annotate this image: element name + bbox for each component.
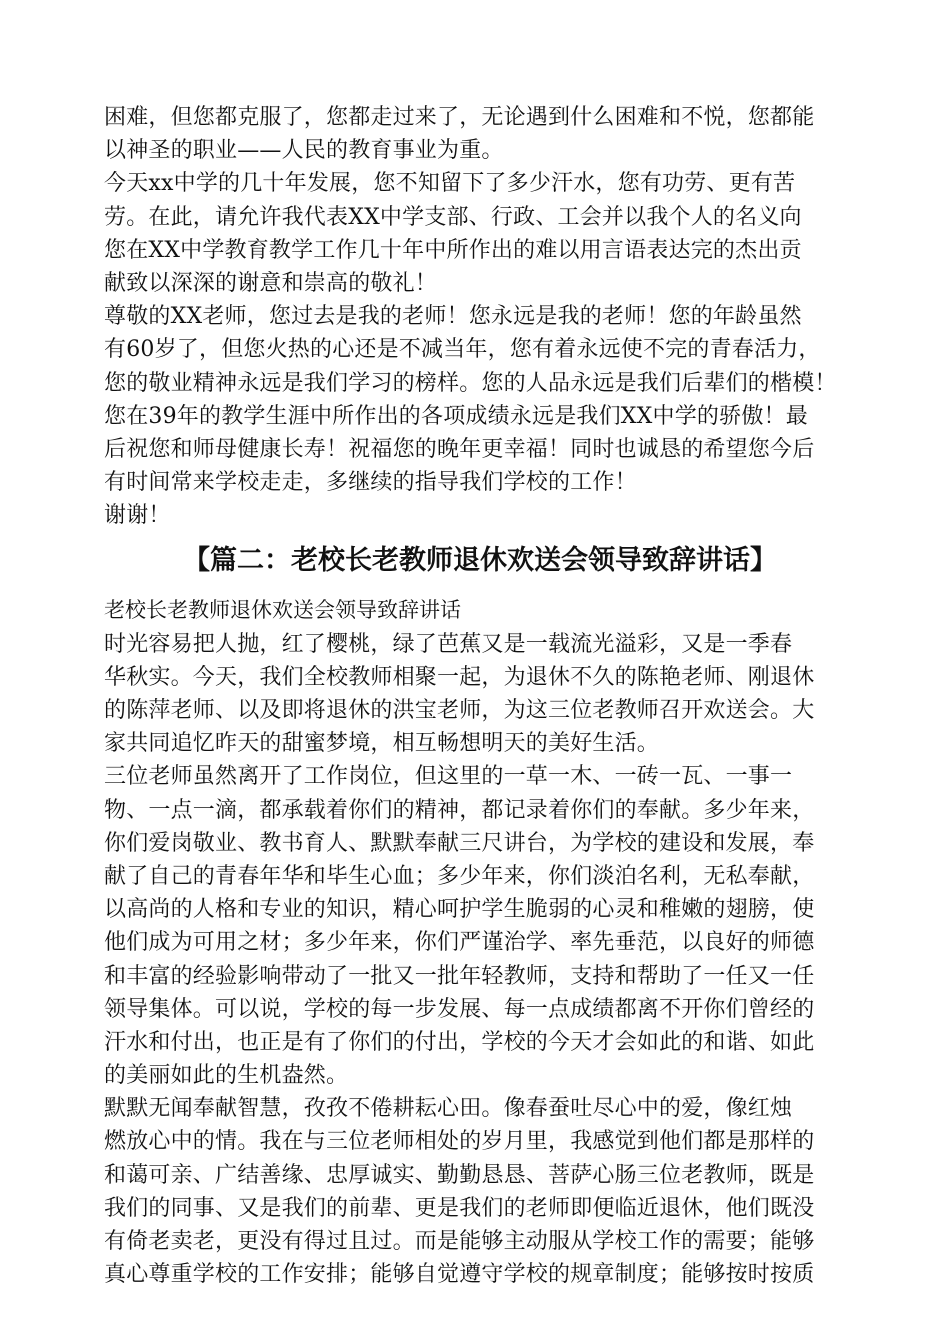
text-line: 三位老师虽然离开了工作岗位，但这里的一草一木、一砖一瓦、一事一	[104, 764, 793, 790]
text-line: 以神圣的职业——人民的教育事业为重。	[104, 138, 504, 164]
text-line: 家共同追忆昨天的甜蜜梦境，相互畅想明天的美好生活。	[104, 731, 660, 757]
text-line: 您的敬业精神永远是我们学习的榜样。您的人品永远是我们后辈们的楷模！	[104, 370, 837, 396]
text-line: 劳。在此，请允许我代表XX中学支部、行政、工会并以我个人的名义向	[104, 204, 802, 230]
text-line: 物、一点一滴，都承载着你们的精神，都记录着你们的奉献。多少年来，	[104, 797, 815, 823]
text-line: 时光容易把人抛，红了樱桃，绿了芭蕉又是一载流光溢彩，又是一季春	[104, 631, 793, 657]
text-line: 尊敬的XX老师，您过去是我的老师！您永远是我的老师！您的年龄虽然	[104, 304, 802, 330]
text-line: 汗水和付出，也正是有了你们的付出，学校的今天才会如此的和谐、如此	[104, 1029, 815, 1055]
text-line: 您在39年的教学生涯中所作出的各项成绩永远是我们XX中学的骄傲！最	[104, 403, 808, 429]
text-line: 今天xx中学的几十年发展，您不知留下了多少汗水，您有功劳、更有苦	[104, 171, 796, 197]
text-line: 谢谢！	[104, 503, 171, 529]
text-line: 领导集体。可以说，学校的每一步发展、每一点成绩都离不开你们曾经的	[104, 996, 815, 1022]
text-line: 华秋实。今天，我们全校教师相聚一起，为退休不久的陈艳老师、刚退休	[104, 664, 815, 690]
text-line: 献了自己的青春年华和毕生心血；多少年来，你们淡泊名利，无私奉献，	[104, 863, 815, 889]
section-two	[104, 628, 856, 1292]
text-line: 我们的同事、又是我们的前辈、更是我们的老师即便临近退休，他们既没	[104, 1195, 815, 1221]
text-line: 有时间常来学校走走，多继续的指导我们学校的工作！	[104, 470, 637, 496]
text-line: 以高尚的人格和专业的知识，精心呵护学生脆弱的心灵和稚嫩的翅膀，使	[104, 897, 815, 923]
text-line: 和蔼可亲、广结善缘、忠厚诚实、勤勤恳恳、菩萨心肠三位老教师，既是	[104, 1162, 815, 1188]
text-line: 真心尊重学校的工作安排；能够自觉遵守学校的规章制度；能够按时按质	[104, 1262, 815, 1288]
text-line: 有60岁了，但您火热的心还是不减当年，您有着永远使不完的青春活力，	[104, 337, 821, 363]
text-line: 困难，但您都克服了，您都走过来了，无论遇到什么困难和不悦，您都能	[104, 105, 815, 130]
text-line: 你们爱岗敬业、教书育人、默默奉献三尺讲台，为学校的建设和发展，奉	[104, 830, 815, 856]
section-subtitle: 老校长老教师退休欢送会领导致辞讲话	[104, 598, 461, 623]
section-heading: 【篇二：老校长老教师退休欢送会领导致辞讲话】	[183, 545, 777, 577]
section-one	[104, 101, 856, 532]
text-line: 燃放心中的情。我在与三位老师相处的岁月里，我感觉到他们都是那样的	[104, 1129, 815, 1155]
text-line: 后祝您和师母健康长寿！祝福您的晚年更幸福！同时也诚恳的希望您今后	[104, 436, 815, 462]
text-line: 您在XX中学教育教学工作几十年中所作出的难以用言语表达完的杰出贡	[104, 237, 802, 263]
document-body	[104, 101, 856, 1291]
text-line: 默默无闻奉献智慧，孜孜不倦耕耘心田。像春蚕吐尽心中的爱，像红烛	[104, 1096, 793, 1122]
text-line: 他们成为可用之材；多少年来，你们严谨治学、率先垂范，以良好的师德	[104, 930, 815, 956]
text-line: 的陈萍老师、以及即将退休的洪宝老师，为这三位老教师召开欢送会。大	[104, 698, 815, 723]
text-line: 献致以深深的谢意和崇高的敬礼！	[104, 270, 438, 296]
text-line: 和丰富的经验影响带动了一批又一批年轻教师，支持和帮助了一任又一任	[104, 963, 815, 989]
text-line: 的美丽如此的生机盎然。	[104, 1063, 349, 1089]
text-line: 有倚老卖老，更没有得过且过。而是能够主动服从学校工作的需要；能够	[104, 1229, 815, 1254]
